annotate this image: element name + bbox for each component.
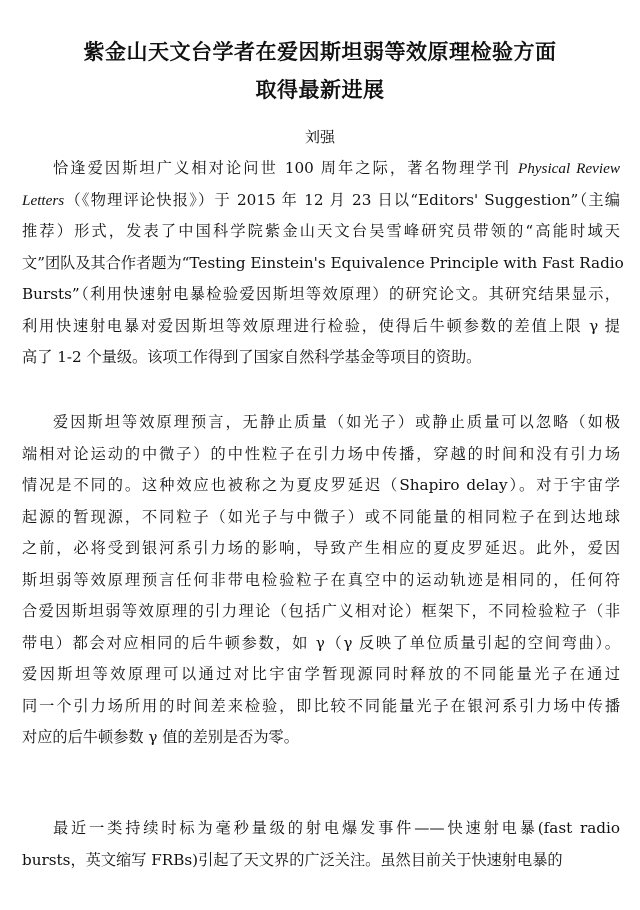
- text-segment: 起源的暂现源，不同粒子（如光子与中微子）或不同能量的相同粒子在到达地球: [22, 507, 620, 526]
- text-segment: 斯坦弱等效原理预言任何非带电检验粒子在真空中的运动轨迹是相同的，任何符: [22, 570, 620, 589]
- paragraph-2-line-9: [22, 664, 620, 684]
- text-segment: bursts，英文缩写 FRBs)引起了天文界的广泛关注。虽然目前关于快速射电暴的: [22, 850, 563, 869]
- text-segment: 文”团队及其合作者题为“Testing Einstein's Equivalence Principle with Fast Radio: [22, 253, 624, 272]
- article-author: 刘强: [304, 128, 335, 146]
- paragraph-2-line-8: [22, 633, 620, 653]
- text-segment: 高了 1-2 个量级。该项工作得到了国家自然科学基金等项目的资助。: [22, 348, 482, 366]
- text-segment: 对应的后牛顿参数 γ 值的差别是否为零。: [22, 728, 299, 746]
- paragraph-1-line-7: [22, 347, 620, 367]
- paragraph-2-line-10: [22, 696, 620, 716]
- text-segment: 利用快速射电暴对爱因斯坦等效原理进行检验，使得后牛顿参数的差值上限 γ 提: [22, 316, 620, 335]
- paragraph-1-line-4: [22, 253, 624, 273]
- paragraph-1-line-6: [22, 316, 620, 336]
- text-segment: 爱因斯坦等效原理可以通过对比宇宙学暂现源同时释放的不同能量光子在通过: [22, 665, 620, 683]
- text-segment: 端相对论运动的中微子）的中性粒子在引力场中传播，穿越的时间和没有引力场: [22, 444, 620, 463]
- paragraph-1-line-5: [22, 284, 620, 304]
- paragraph-2-line-6: [22, 570, 620, 590]
- paragraph-2-line-5: [22, 538, 620, 558]
- paragraph-2-line-2: [22, 444, 620, 464]
- text-segment: 之前，必将受到银河系引力场的影响，导致产生相应的夏皮罗延迟。此外，爱因: [22, 539, 620, 557]
- text-segment: 情况是不同的。这种效应也被称之为夏皮罗延迟（Shapiro delay）。对于宇宙学: [22, 476, 620, 494]
- paragraph-1-line-2: [22, 190, 620, 211]
- text-segment: （《物理评论快报》）于 2015 年 12 月 23 日以“Editors' Suggestion”（主编: [64, 190, 620, 209]
- paragraph-3-line-1: [53, 818, 620, 838]
- article-title-line-2: 取得最新进展: [255, 78, 385, 102]
- text-segment: 爱因斯坦等效原理预言，无静止质量（如光子）或静止质量可以忽略（如极: [53, 413, 620, 431]
- italic-text-segment: Letters: [22, 191, 65, 209]
- text-segment: 同一个引力场所用的时间差来检验，即比较不同能量光子在银河系引力场中传播: [22, 696, 620, 715]
- text-segment: 最近一类持续时标为毫秒量级的射电爆发事件——快速射电暴(fast radio: [53, 819, 620, 837]
- paragraph-2-line-4: [22, 507, 620, 527]
- paragraph-1-line-1: [53, 158, 620, 179]
- text-segment: 推荐）形式，发表了中国科学院紫金山天文台吴雪峰研究员带领的“高能时域天: [22, 222, 620, 240]
- paragraph-2-line-7: [22, 601, 620, 621]
- italic-text-segment: Physical Review: [517, 160, 620, 177]
- paragraph-2-line-3: [22, 475, 620, 495]
- text-segment: Bursts”（利用快速射电暴检验爱因斯坦等效原理）的研究论文。其研究结果显示，: [22, 285, 620, 303]
- paragraph-2-line-11: [22, 727, 620, 747]
- paragraph-3-line-2: [22, 850, 620, 870]
- paragraph-2-line-1: [53, 412, 620, 432]
- paragraph-1-line-3: [22, 221, 620, 241]
- text-segment: 恰逢爱因斯坦广义相对论问世 100 周年之际，著名物理学刊: [53, 159, 518, 177]
- text-segment: 带电）都会对应相同的后牛顿参数，如 γ（γ 反映了单位质量引起的空间弯曲）。: [22, 633, 620, 652]
- text-segment: 合爱因斯坦弱等效原理的引力理论（包括广义相对论）框架下，不同检验粒子（非: [22, 602, 620, 620]
- article-title-line-1: 紫金山天文台学者在爱因斯坦弱等效原理检验方面: [83, 40, 557, 64]
